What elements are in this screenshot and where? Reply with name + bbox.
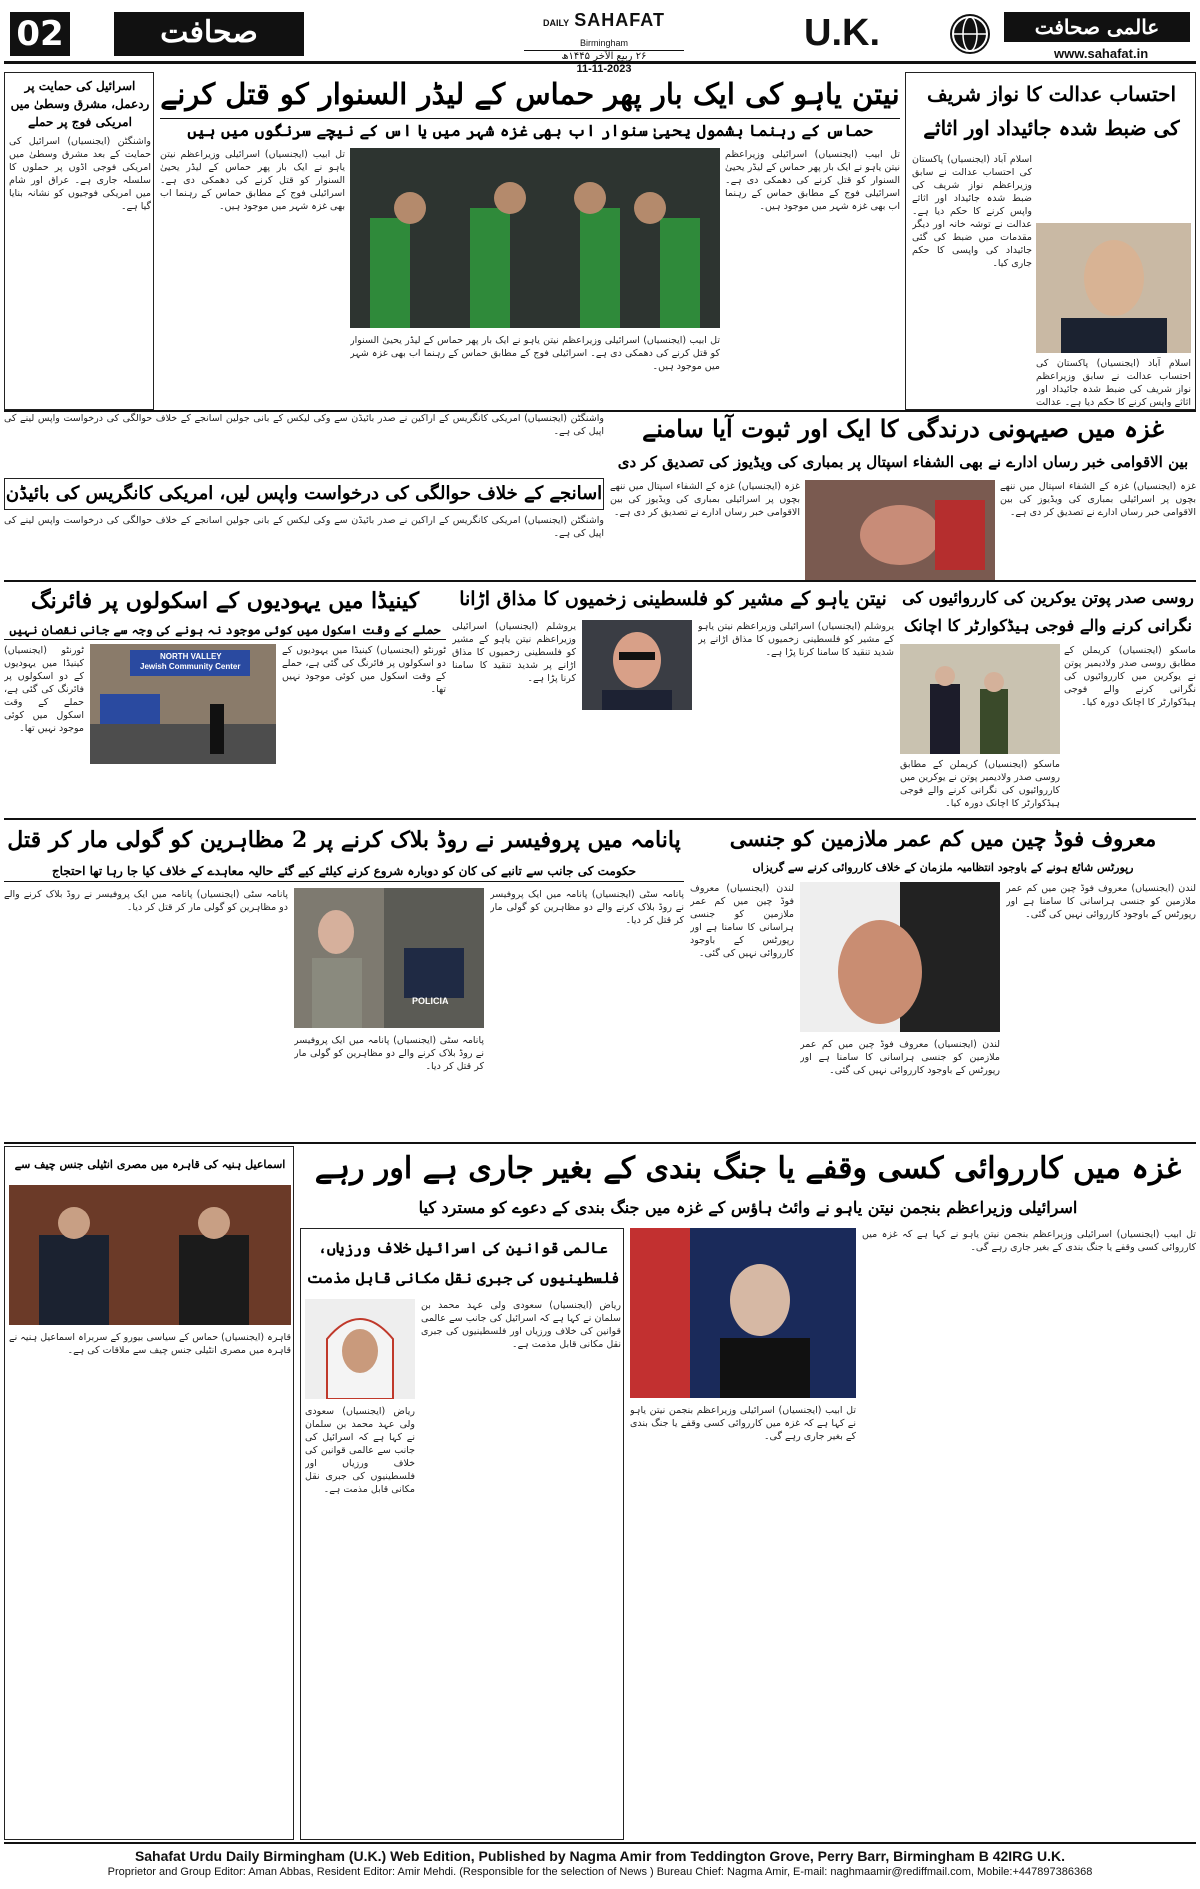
headline: احتساب عدالت کا نواز شریف کی ضبط شدہ جائیداد اور اثاثے — [923, 82, 1180, 140]
brand-logo — [944, 8, 1194, 62]
article-panama — [4, 822, 684, 1142]
hijri-date: ۲۶ ربیع الآخر ۱۴۴۵ھ — [524, 50, 684, 63]
paper-name-urdu: صحافت — [114, 12, 304, 56]
section-divider — [4, 580, 1196, 582]
headline: کینیڈا میں یہودیوں کے اسکولوں پر فائرنگ — [30, 588, 420, 614]
masthead — [4, 4, 1196, 75]
article-nawaz — [905, 72, 1196, 410]
sign-text-1: NORTH VALLEY — [160, 652, 222, 661]
article-body: واشنگٹن (ایجنسیاں) امریکی کانگریس کے اراکین نے صدر بائیڈن سے وکی لیکس کے بانی جولین اسانجے کے خلاف حوالگی کی درخواست واپس لینے کی اپیل کی ہے۔ — [4, 515, 604, 539]
headline: نیتن یاہو کے مشیر کو فلسطینی زخمیوں کا مذاق اڑانا — [459, 588, 887, 610]
article-body: قاہرہ (ایجنسیاں) حماس کے سیاسی بیورو کے سربراہ اسماعیل ہنیہ نے قاہرہ میں مصری انٹیلی جنس چیف سے ملاقات کی ہے۔ — [9, 1332, 291, 1356]
article-body-cont: غزہ (ایجنسیاں) غزہ کے الشفاء اسپتال میں ننھے بچوں پر اسرائیلی بمباری کی ویڈیوز کی بین الاقوامی خبر رساں ادارے نے تصدیق کر دی ہے۔ — [610, 481, 800, 518]
headline: اسماعیل ہنیہ کی قاہرہ میں مصری انٹیلی جنس چیف سے — [14, 1158, 286, 1171]
article-body: تل ابیب (ایجنسیاں) اسرائیلی وزیراعظم نیتن یاہو نے ایک بار پھر حماس کے لیڈر یحییٰ السنوار کو قتل کرنے کی دھمکی دی ہے۔ اسرائیلی فوج کے مطابق حماس کے رہنما اب بھی غزہ شہر میں موجود ہیں۔ — [725, 149, 900, 212]
daily-label: DAILY — [543, 18, 570, 28]
globe-icon — [950, 14, 990, 54]
footer-editors: Proprietor and Group Editor: Aman Abbas, Resident Editor: Amir Mehdi. (Responsible for the selection of News ) Bureau Chief: Nagma Amir, E-mail: naghmaamir@rediffmail.com, Mobile:+447897386368 — [107, 1866, 1093, 1878]
photo-injured-child — [805, 480, 995, 580]
article-haniyeh-cairo — [4, 1146, 294, 1840]
article-canada-schools — [4, 584, 446, 818]
article-body-cont: لندن (ایجنسیاں) معروف فوڈ چین میں کم عمر ملازمین کو جنسی ہراسانی کا سامنا ہے اور رپورٹس کے باوجود کارروائی نہیں کی گئی۔ — [800, 1039, 1000, 1076]
city-english: Birmingham — [579, 38, 628, 48]
subheadline: بین الاقوامی خبر رساں ادارے نے بھی الشفاء اسپتال پر بمباری کی ویڈیوز کی تصدیق کر دی — [617, 453, 1189, 471]
photo-jewish-center — [90, 644, 276, 764]
article-us-troops — [4, 72, 154, 410]
headline: اسرائیل کی حمایت پر ردعمل، مشرق وسطیٰ میں امریکی فوج پر حملے — [10, 79, 150, 129]
article-body-cont: ٹورنٹو (ایجنسیاں) کینیڈا میں یہودیوں کے دو اسکولوں پر فائرنگ کی گئی ہے، حملے کے وقت اسکول میں کوئی موجود نہیں تھا۔ — [4, 645, 84, 734]
headline: غزہ میں صیہونی درندگی کا ایک اور ثبوت آیا سامنے — [642, 414, 1164, 443]
article-body-cont: پانامہ سٹی (ایجنسیاں) پانامہ میں ایک پروفیسر نے روڈ بلاک کرنے والے دو مظاہرین کو گولی مار کر قتل کر دیا۔ — [294, 1035, 484, 1072]
photo-advisor — [582, 620, 692, 710]
photo-stop-hand — [800, 882, 1000, 1032]
police-tag: POLICIA — [412, 996, 449, 1006]
page-number: 02 — [10, 12, 70, 56]
headline: پانامہ میں پروفیسر نے روڈ بلاک کرنے پر 2 مظاہرین کو گولی مار کر قتل — [7, 827, 681, 853]
article-body: یروشلم (ایجنسیاں) اسرائیلی وزیراعظم نیتن یاہو کے مشیر کو فلسطینی زخمیوں کا مذاق اڑانے پر شدید تنقید کا سامنا کرنا پڑا ہے۔ — [698, 621, 894, 658]
masthead-center — [524, 10, 684, 75]
footer-publisher: Sahafat Urdu Daily Birmingham (U.K.) Web Edition, Published by Nagma Amir from Teddington Grove, Perry Barr, Birmingham B 42IRG U.K. — [134, 1848, 1066, 1864]
section-divider — [4, 818, 1196, 820]
headline: نیتن یاہو کی ایک بار پھر حماس کے لیڈر السنوار کو قتل کرنے — [160, 77, 900, 111]
article-body: پانامہ سٹی (ایجنسیاں) پانامہ میں ایک پروفیسر نے روڈ بلاک کرنے والے دو مظاہرین کو گولی مار کر قتل کر دیا۔ — [490, 889, 684, 926]
photo-mbs — [305, 1299, 415, 1399]
article-netanyahu-advisor — [452, 584, 894, 818]
article-body: اسلام آباد (ایجنسیاں) پاکستان کی احتساب عدالت نے سابق وزیراعظم نواز شریف کی ضبط شدہ جائیداد اور اثاثے واپس کرنے کا حکم دیا ہے۔ عدالت نے توشہ خانہ اور دیگر مقدمات میں ضبط کی گئی جائیداد کی واپسی کا حکم جاری کیا۔ — [912, 154, 1032, 269]
article-putin — [900, 584, 1196, 818]
article-body-cont: تل ابیب (ایجنسیاں) اسرائیلی وزیراعظم نیتن یاہو نے ایک بار پھر حماس کے لیڈر یحییٰ السنوار کو قتل کرنے کی دھمکی دی ہے۔ اسرائیلی فوج کے مطابق حماس کے رہنما اب بھی غزہ شہر میں موجود ہیں۔ — [160, 149, 345, 212]
article-body-cont: ماسکو (ایجنسیاں) کریملن کے مطابق روسی صدر ولادیمیر پوتن نے یوکرین میں کارروائیوں کی نگرانی کرنے والے فوجی ہیڈکوارٹر کا اچانک دورہ کیا۔ — [900, 759, 1060, 809]
subheadline: حماس کے رہنما بشمول یحییٰ سنوار اب بھی غزہ شہر میں یا اس کے نیچے سرنگوں میں ہیں — [160, 118, 900, 142]
photo-hamas-rally — [350, 148, 720, 328]
article-body-cont: تل ابیب (ایجنسیاں) اسرائیلی وزیراعظم بنجمن نیتن یاہو نے کہا ہے کہ غزہ میں کارروائی کسی وقفے یا جنگ بندی کے بغیر جاری رہے گی۔ — [630, 1405, 856, 1442]
sign-text-2: Jewish Community Center — [140, 662, 241, 671]
article-food-chain — [690, 822, 1196, 1142]
article-body-cont: اسلام آباد (ایجنسیاں) پاکستان کی احتساب عدالت نے سابق وزیراعظم نواز شریف کی ضبط شدہ جائیداد اور اثاثے واپس کرنے کا حکم دیا ہے۔ عدالت — [1036, 358, 1191, 407]
article-zionist-brutality — [610, 412, 1196, 580]
subheadline: اسرائیلی وزیراعظم بنجمن نیتن یاہو نے وائٹ ہاؤس کے غزہ میں جنگ بندی کے دعوے کو مسترد کیا — [418, 1198, 1078, 1217]
article-body-top: واشنگٹن (ایجنسیاں) امریکی کانگریس کے اراکین نے صدر بائیڈن سے وکی لیکس کے بانی جولین اسانجے کے خلاف حوالگی کی درخواست واپس لینے کی اپیل کی ہے۔ — [4, 413, 604, 437]
article-gaza-main — [160, 72, 900, 410]
article-body: تل ابیب (ایجنسیاں) اسرائیلی وزیراعظم بنجمن نیتن یاہو نے کہا ہے کہ غزہ میں کارروائی کسی وقفے یا جنگ بندی کے بغیر جاری رہے گی۔ — [862, 1229, 1196, 1253]
photo-professor — [294, 888, 484, 1028]
headline: روسی صدر پوتن یوکرین کی کارروائیوں کی نگرانی کرنے والے فوجی ہیڈکوارٹر کا اچانک — [902, 588, 1194, 635]
article-body-cont: یروشلم (ایجنسیاں) اسرائیلی وزیراعظم نیتن یاہو کے مشیر کو فلسطینی زخمیوں کا مذاق اڑانے پر شدید تنقید کا سامنا کرنا پڑا ہے۔ — [452, 621, 576, 684]
paper-name-english: SAHAFAT — [574, 10, 665, 30]
photo-netanyahu — [630, 1228, 856, 1398]
country-label: U.K. — [804, 12, 880, 54]
logo-text: عالمی صحافت — [1004, 12, 1190, 42]
headline: معروف فوڈ چین میں کم عمر ملازمین کو جنسی — [729, 826, 1157, 851]
subheadline: حکومت کی جانب سے تانبے کی کان کو دوبارہ شروع کرنے کیلئے کیے گئے حالیہ معاہدے کے خلاف کیا جا رہا تھا احتجاج — [4, 860, 684, 882]
headline: عالمی قوانین کی اسرائیل خلاف ورزیاں، فلسطینیوں کی جبری نقل مکانی قابل مذمت — [306, 1239, 620, 1287]
article-body-cont: تل ابیب (ایجنسیاں) اسرائیلی وزیراعظم نیتن یاہو نے ایک بار پھر حماس کے لیڈر یحییٰ السنوار کو قتل کرنے کی دھمکی دی ہے۔ اسرائیلی فوج کے مطابق حماس کے رہنما اب بھی غزہ شہر میں موجود ہیں۔ — [350, 335, 720, 372]
headline: غزہ میں کارروائی کسی وقفے یا جنگ بندی کے بغیر جاری ہے اور رہے — [314, 1151, 1182, 1186]
gregorian-date: 11-11-2023 — [576, 63, 632, 75]
photo-haniyeh-meeting — [9, 1185, 291, 1325]
website-url[interactable]: www.sahafat.in — [1054, 46, 1149, 61]
photo-nawaz-sharif — [1036, 223, 1191, 353]
article-body: ریاض (ایجنسیاں) سعودی ولی عہد محمد بن سلمان نے کہا ہے کہ اسرائیل کی جانب سے عالمی قوانین کی خلاف ورزیاں اور فلسطینیوں کی جبری نقل مکانی قابل مذمت ہے۔ — [421, 1300, 621, 1350]
article-body: لندن (ایجنسیاں) معروف فوڈ چین میں کم عمر ملازمین کو جنسی ہراسانی کا سامنا ہے اور رپورٹس کے باوجود کارروائی نہیں کی گئی۔ — [1006, 883, 1196, 920]
subheadline: رپورٹس شائع ہونے کے باوجود انتظامیہ ملزمان کے خلاف کارروائی کرنے سے گریزاں — [752, 861, 1134, 874]
footer — [4, 1842, 1196, 1886]
article-body-cont: پانامہ سٹی (ایجنسیاں) پانامہ میں ایک پروفیسر نے روڈ بلاک کرنے والے دو مظاہرین کو گولی مار کر قتل کر دیا۔ — [4, 889, 288, 913]
article-body: غزہ (ایجنسیاں) غزہ کے الشفاء اسپتال میں ننھے بچوں پر اسرائیلی بمباری کی ویڈیوز کی بین الاقوامی خبر رساں ادارے نے تصدیق کر دی ہے۔ — [1000, 481, 1196, 518]
photo-putin — [900, 644, 1060, 754]
article-saudi-statement — [300, 1228, 624, 1840]
section-divider — [4, 1142, 1196, 1144]
article-body-cont: لندن (ایجنسیاں) معروف فوڈ چین میں کم عمر ملازمین کو جنسی ہراسانی کا سامنا ہے اور رپورٹس کے باوجود کارروائی نہیں کی گئی۔ — [690, 883, 794, 959]
article-congress-assange — [4, 412, 604, 580]
subheadline: حملے کے وقت اسکول میں کوئی موجود نہ ہونے کی وجہ سے جانی نقصان نہیں — [4, 620, 446, 640]
section-divider — [4, 410, 1196, 412]
article-body: واشنگٹن (ایجنسیاں) اسرائیل کی حمایت کے بعد مشرق وسطیٰ میں امریکی فوجی اڈوں پر حملوں کا سلسلہ جاری ہے۔ عراق اور شام میں امریکی فوجیوں کو نشانہ بنایا گیا ہے۔ — [9, 136, 151, 212]
article-body-cont: ریاض (ایجنسیاں) سعودی ولی عہد محمد بن سلمان نے کہا ہے کہ اسرائیل کی جانب سے عالمی قوانین کی خلاف ورزیاں اور فلسطینیوں کی جبری نقل مکانی قابل مذمت ہے۔ — [305, 1406, 415, 1495]
article-body: ٹورنٹو (ایجنسیاں) کینیڈا میں یہودیوں کے دو اسکولوں پر فائرنگ کی گئی ہے، حملے کے وقت اسکول میں کوئی موجود نہیں تھا۔ — [282, 645, 446, 695]
article-body: ماسکو (ایجنسیاں) کریملن کے مطابق روسی صدر ولادیمیر پوتن نے یوکرین میں کارروائیوں کی نگرانی کرنے والے فوجی ہیڈکوارٹر کا اچانک دورہ کیا۔ — [1064, 645, 1196, 708]
headline: اسانجے کے خلاف حوالگی کی درخواست واپس لیں، امریکی کانگریس کی بائیڈن — [4, 478, 604, 510]
